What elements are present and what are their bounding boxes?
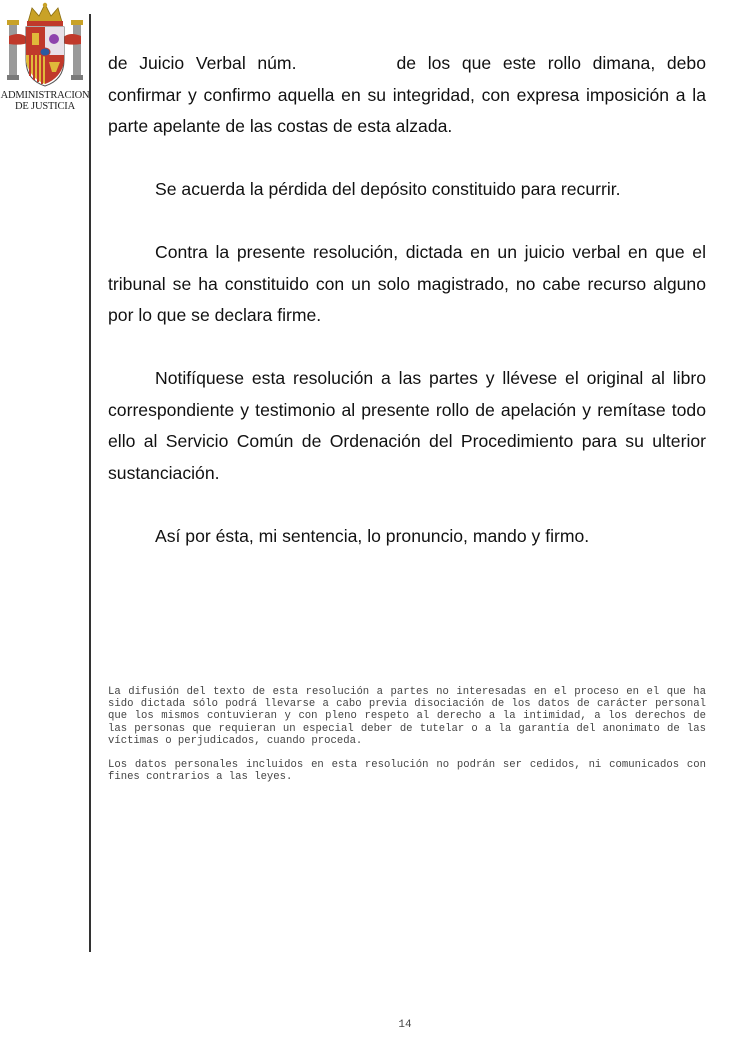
privacy-notice-personal-data: Los datos personales incluidos en esta resolución no podrán ser cedidos, ni comunicados con fines contrarios a las leyes. [108, 759, 706, 784]
institution-name-line2: DE JUSTICIA [15, 101, 75, 112]
ruling-text-part2: de los que este rollo dimana, debo confirmar y confirmo aquella en su integridad, con expresa imposición a la parte apelante de las costas de esta alzada. [108, 53, 706, 136]
privacy-notice [108, 686, 706, 796]
header-logo [0, 0, 90, 118]
ruling-text-part1: de Juicio Verbal núm. [108, 53, 297, 73]
paragraph-ruling [108, 48, 706, 143]
paragraph-deposit: Se acuerda la pérdida del depósito constituido para recurrir. [155, 179, 621, 199]
paragraph-signature: Así por ésta, mi sentencia, lo pronuncio, mando y firmo. [155, 525, 590, 546]
document-body [108, 48, 706, 584]
coat-of-arms-icon [6, 2, 84, 90]
page-number: 14 [398, 1019, 412, 1031]
institution-name-line1: ADMINISTRACION [0, 90, 90, 101]
margin-rule [89, 14, 91, 952]
paragraph-notification: Notifíquese esta resolución a las partes y llévese el original al libro correspondiente y testimonio al presente rollo de apelación y remítase todo ello al Servicio Común de Ordenación del Procedimiento para su ulterior sustanciación. [108, 368, 706, 483]
privacy-notice-dissemination: La difusión del texto de esta resolución a partes no interesadas en el proceso en el que ha sido dictada sólo podrá llevarse a cabo previa disociación de los datos de carácter personal que los mismos contuvieran y con pleno respeto al derecho a la intimidad, a los derechos de las personas que requieran un especial deber de tutelar o a la garantía del anonimato de las víctimas o perjudicados, cuando proceda. [108, 686, 706, 747]
paragraph-appeal: Contra la presente resolución, dictada en un juicio verbal en que el tribunal se ha constituido con un solo magistrado, no cabe recurso alguno por lo que se declara firme. [108, 242, 706, 325]
